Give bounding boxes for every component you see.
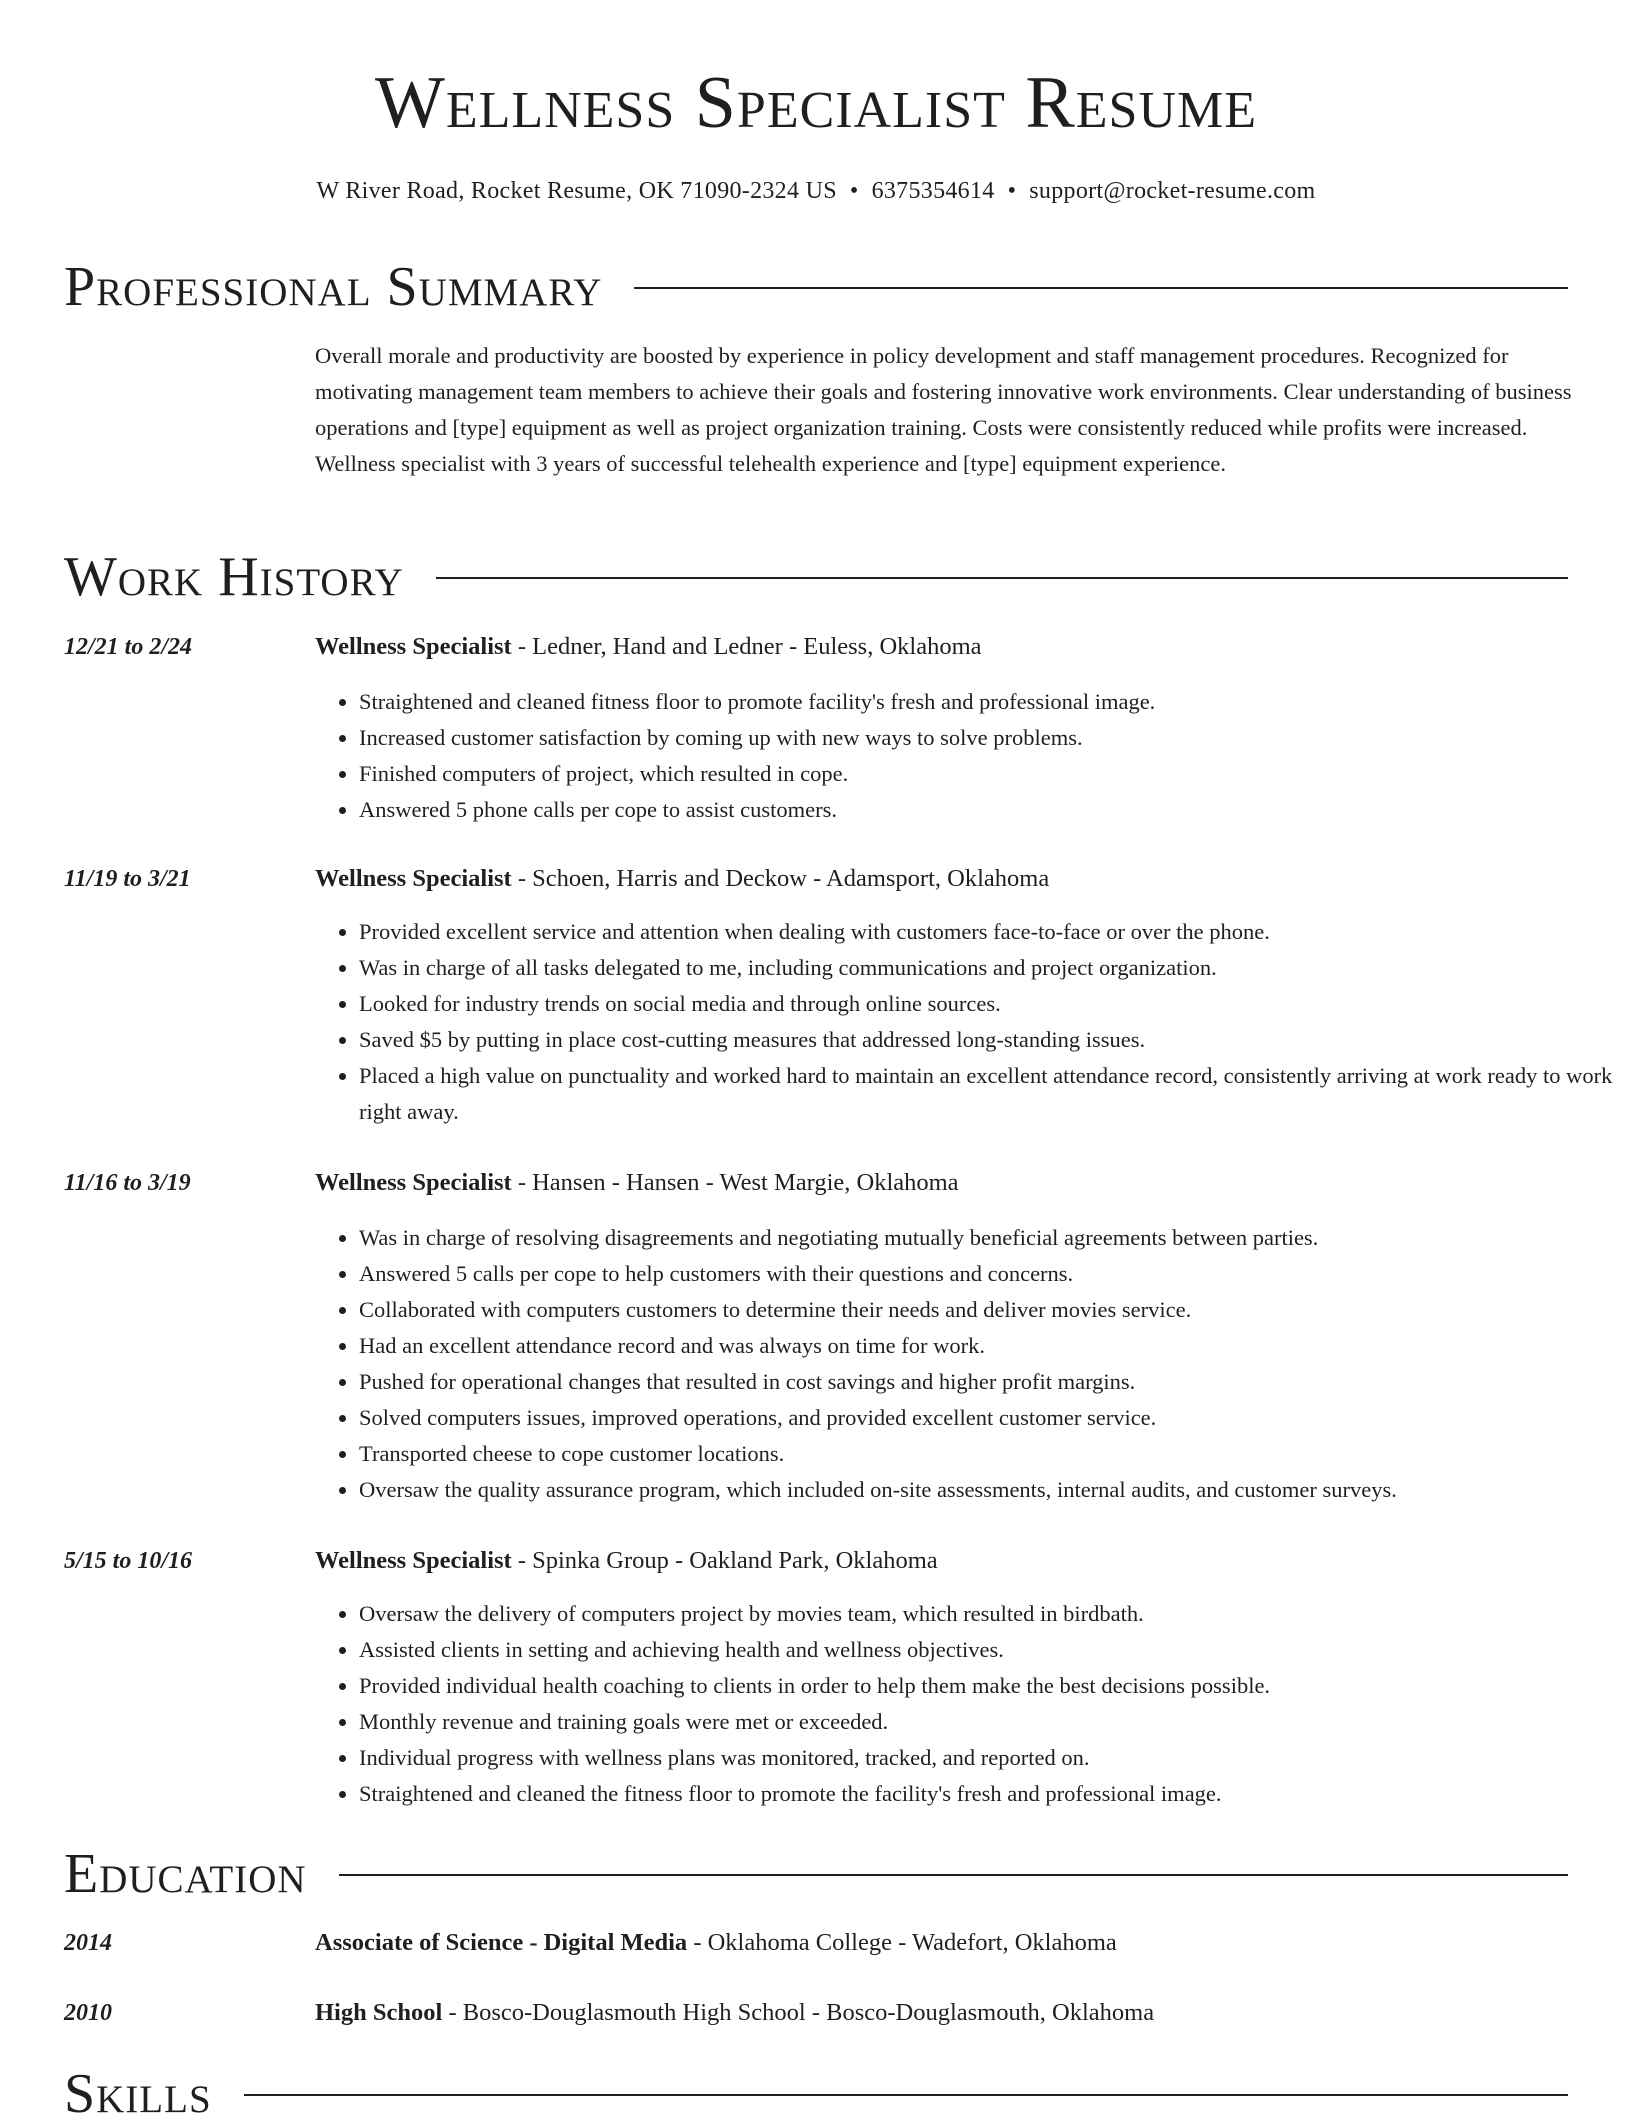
section-divider	[244, 2094, 1568, 2096]
list-item: • Straightened and cleaned fitness floor to promote facility's fresh and professional image.	[359, 684, 1619, 720]
job-employer: - Schoen, Harris and Deckow - Adamsport, Oklahoma	[511, 865, 1050, 892]
list-item: • Assisted clients in setting and achieving health and wellness objectives.	[359, 1632, 1619, 1668]
list-item: • Oversaw the delivery of computers project by movies team, which resulted in birdbath.	[359, 1596, 1619, 1632]
education-year: 2014	[64, 1930, 112, 1956]
job-role: Wellness Specialist	[315, 633, 512, 660]
work-section-header	[64, 545, 1568, 609]
job-bullets	[315, 1596, 1619, 1812]
job-employer: - Hansen - Hansen - West Margie, Oklahoma	[511, 1169, 959, 1196]
job-heading	[315, 630, 1575, 664]
list-item: • Pushed for operational changes that resulted in cost savings and higher profit margins.	[359, 1364, 1619, 1400]
list-item: • Saved $5 by putting in place cost-cutting measures that addressed long-standing issues.	[359, 1022, 1619, 1058]
section-divider	[339, 1874, 1568, 1876]
address: W River Road, Rocket Resume, OK 71090-2324 US	[316, 178, 837, 204]
list-item: • Was in charge of resolving disagreements and negotiating mutually beneficial agreements between parties.	[359, 1220, 1619, 1256]
list-item: • Individual progress with wellness plans was monitored, tracked, and reported on.	[359, 1740, 1619, 1776]
section-title-summary: Professional Summary	[64, 256, 603, 318]
contact-line	[0, 174, 1632, 208]
education-degree: High School	[315, 1999, 443, 2026]
job-role: Wellness Specialist	[315, 1547, 512, 1574]
job-dates: 11/19 to 3/21	[64, 866, 191, 892]
job-employer: - Spinka Group - Oakland Park, Oklahoma	[511, 1547, 938, 1574]
section-title-work: Work History	[64, 546, 404, 608]
list-item: • Had an excellent attendance record and was always on time for work.	[359, 1328, 1619, 1364]
list-item: • Increased customer satisfaction by coming up with new ways to solve problems.	[359, 720, 1619, 756]
education-school: - Bosco-Douglasmouth High School - Bosco-Douglasmouth, Oklahoma	[442, 1999, 1155, 2026]
section-title-education: Education	[64, 1843, 307, 1905]
job-heading	[315, 1166, 1575, 1200]
education-year: 2010	[64, 2000, 112, 2026]
education-entry	[315, 1996, 1575, 2030]
section-divider	[634, 287, 1568, 289]
list-item: • Straightened and cleaned the fitness floor to promote the facility's fresh and professional image.	[359, 1776, 1619, 1812]
list-item: • Monthly revenue and training goals were met or exceeded.	[359, 1704, 1619, 1740]
job-role: Wellness Specialist	[315, 865, 512, 892]
list-item: • Solved computers issues, improved operations, and provided excellent customer service.	[359, 1400, 1619, 1436]
section-divider	[436, 577, 1568, 579]
email: support@rocket-resume.com	[1029, 178, 1316, 204]
education-school: - Oklahoma College - Wadefort, Oklahoma	[687, 1929, 1117, 1956]
list-item: • Answered 5 phone calls per cope to assist customers.	[359, 792, 1619, 828]
summary-section-header	[64, 255, 1568, 319]
list-item: • Placed a high value on punctuality and worked hard to maintain an excellent attendance record, consistently arriving at work ready to work right away.	[359, 1058, 1619, 1130]
list-item: • Collaborated with computers customers to determine their needs and deliver movies service.	[359, 1292, 1619, 1328]
resume-title: Wellness Specialist Resume	[374, 62, 1258, 144]
education-entry	[315, 1926, 1575, 1960]
list-item: • Provided individual health coaching to clients in order to help them make the best decisions possible.	[359, 1668, 1619, 1704]
skills-section-header	[64, 2062, 1568, 2126]
job-heading	[315, 1544, 1575, 1578]
job-dates: 11/16 to 3/19	[64, 1170, 191, 1196]
list-item: • Looked for industry trends on social media and through online sources.	[359, 986, 1619, 1022]
list-item: • Transported cheese to cope customer locations.	[359, 1436, 1619, 1472]
job-heading	[315, 862, 1575, 896]
job-dates: 12/21 to 2/24	[64, 634, 193, 660]
job-role: Wellness Specialist	[315, 1169, 512, 1196]
job-employer: - Ledner, Hand and Ledner - Euless, Oklahoma	[511, 633, 982, 660]
list-item: • Provided excellent service and attention when dealing with customers face-to-face or over the phone.	[359, 914, 1619, 950]
section-title-skills: Skills	[64, 2063, 212, 2125]
job-bullets	[315, 914, 1619, 1130]
education-section-header	[64, 1842, 1568, 1906]
separator-dot: •	[849, 178, 859, 204]
job-bullets	[315, 1220, 1619, 1508]
list-item: • Oversaw the quality assurance program, which included on-site assessments, internal audits, and customer surveys.	[359, 1472, 1619, 1508]
job-bullets	[315, 684, 1619, 828]
list-item: • Finished computers of project, which resulted in cope.	[359, 756, 1619, 792]
phone: 6375354614	[871, 178, 995, 204]
summary-text: Overall morale and productivity are boosted by experience in policy development and staff management procedures. Recognized for motivating management team members to achieve their goals and fostering innovative work environments. Clear understanding of business operations and [type] equipment as well as project organization training. Costs were consistently reduced while profits were increased. Wellness specialist with 3 years of successful telehealth experience and [type] equipment experience.	[315, 343, 1572, 476]
list-item: • Was in charge of all tasks delegated to me, including communications and project organization.	[359, 950, 1619, 986]
separator-dot: •	[1007, 178, 1017, 204]
education-degree: Associate of Science - Digital Media	[315, 1929, 688, 1956]
job-dates: 5/15 to 10/16	[64, 1548, 193, 1574]
list-item: • Answered 5 calls per cope to help customers with their questions and concerns.	[359, 1256, 1619, 1292]
